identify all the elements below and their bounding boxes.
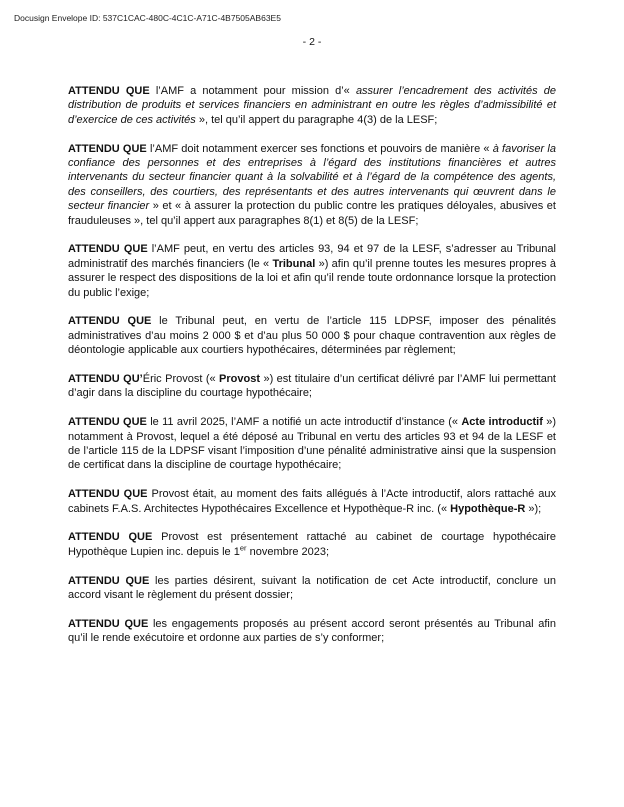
text-segment: les parties désirent, suivant la notification de cet Acte introductif, conclure un accord visant le règlement du présent dossier;: [68, 574, 556, 602]
text-segment: Acte introductif: [461, 416, 543, 429]
text-segment: l’AMF peut, en vertu des articles 93, 94 et 97 de la LESF, s’adresser au Tribunal administratif des marchés financiers (le «: [68, 243, 556, 270]
paragraph: [68, 242, 556, 300]
document-paragraphs: [68, 84, 556, 660]
text-segment: ATTENDU QUE: [68, 243, 148, 256]
text-segment: l’AMF a notamment pour mission d’«: [149, 85, 356, 97]
text-segment: ATTENDU QUE: [68, 85, 150, 97]
text-segment: assurer l’encadrement des activités de distribution de produits et services financiers en administrant en outre les règles d’admissibilité et d’exercice de ces activités: [68, 85, 556, 126]
text-segment: les engagements proposés au présent accord seront présentés au Tribunal afin qu’il le rende exécutoire et ordonne aux parties de s’y conformer;: [68, 617, 556, 645]
page-number: - 2 -: [302, 36, 322, 48]
text-segment: ») notamment à Provost, lequel a été déposé au Tribunal en vertu des articles 93 et 94 de la LESF et de l’article 115 de la LDPSF visant l’imposition d’une pénalité administrative ainsi que la suspension de certificat dans la discipline de courtage hypothécaire;: [68, 416, 557, 472]
text-segment: », tel qu’il appert du paragraphe 4(3) de la LESF;: [195, 113, 438, 126]
text-segment: Hypothèque-R: [450, 502, 526, 515]
text-segment: ATTENDU QU’: [68, 373, 143, 386]
paragraph: [68, 142, 556, 228]
paragraph: [68, 84, 556, 127]
text-segment: Tribunal: [272, 257, 316, 270]
text-segment: ATTENDU QUE: [68, 617, 149, 630]
paragraph: [68, 372, 556, 401]
paragraph: [68, 487, 556, 516]
paragraph: [68, 415, 556, 473]
text-segment: ATTENDU QUE: [68, 531, 153, 544]
text-segment: Éric Provost («: [142, 373, 220, 386]
text-segment: Provost est présentement rattaché au cabinet de courtage hypothécaire Hypothèque Lupien inc. depuis le 1: [68, 531, 556, 558]
text-segment: ATTENDU QUE: [68, 315, 152, 328]
text-segment: novembre 2023;: [246, 545, 330, 558]
text-segment: Provost était, au moment des faits allégués à l’Acte introductif, alors rattaché aux cabinets F.A.S. Architectes Hypothécaires Excellence et Hypothèque-R inc. («: [68, 488, 556, 515]
text-segment: ATTENDU QUE: [68, 488, 148, 501]
docusign-envelope-id: Docusign Envelope ID: 537C1CAC-480C-4C1C-A71C-4B7505AB63E5: [14, 13, 281, 23]
text-segment: Provost: [219, 373, 261, 386]
text-segment: »);: [525, 502, 542, 515]
text-segment: à favoriser la confiance des personnes et des entreprises à l’égard des institutions financières et autres intervenants du secteur financier quant à la solvabilité et à l’égard de la compétence des agents, des conseillers, des courtiers, des représentants et des autres intervenants qui œuvrent dans le secteur financier: [68, 142, 556, 213]
text-segment: er: [239, 543, 247, 553]
paragraph: [68, 574, 556, 603]
text-segment: ») est titulaire d’un certificat délivré par l’AMF lui permettant d’agir dans la discipline du courtage hypothécaire;: [68, 373, 556, 400]
text-segment: ATTENDU QUE: [68, 416, 147, 429]
text-segment: ») afin qu’il prenne toutes les mesures propres à assurer le respect des dispositions de la loi et afin qu’il rende toute ordonnance lorsque la protection du public l’exige;: [68, 257, 556, 299]
paragraph: [68, 314, 556, 357]
text-segment: le Tribunal peut, en vertu de l’article 115 LDPSF, imposer des pénalités administratives d’au moins 2 000 $ et d’au plus 50 000 $ pour chaque contravention aux règles de déontologie applicable aux courtiers hypothécaires, déterminées par règlement;: [68, 315, 556, 357]
text-segment: le 11 avril 2025, l’AMF a notifié un acte introductif d’instance («: [146, 416, 462, 429]
text-segment: l’AMF doit notamment exercer ses fonctions et pouvoirs de manière «: [146, 142, 493, 155]
text-segment: ATTENDU QUE: [68, 142, 147, 155]
text-segment: ATTENDU QUE: [68, 574, 150, 587]
paragraph: [68, 617, 556, 646]
text-segment: » et « à assurer la protection du public contre les pratiques déloyales, abusives et frauduleuses », tel qu’il appert aux paragraphes 8(1) et 8(5) de la LESF;: [68, 200, 556, 227]
paragraph: [68, 530, 556, 559]
